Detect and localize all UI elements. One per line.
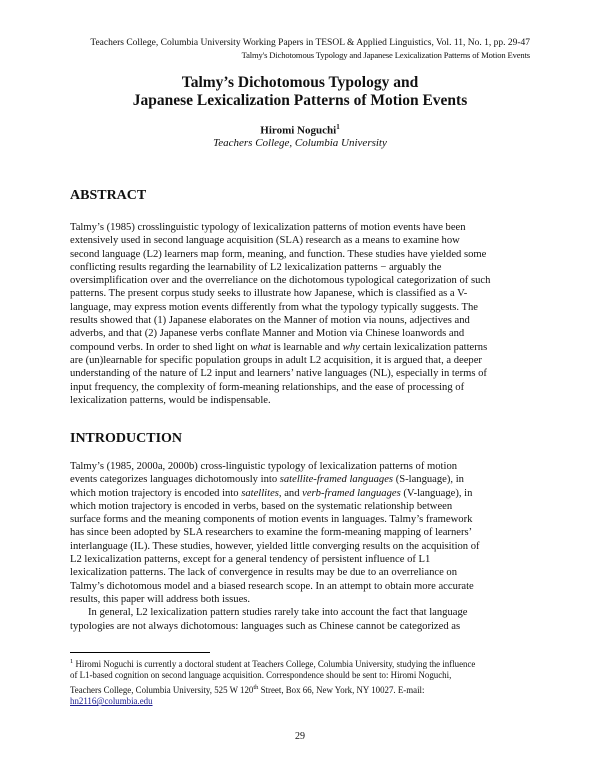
- footnote-line: Teachers College, Columbia University, 525 W 120th Street, Box 66, New York, NY 10027. E-mail:: [70, 683, 425, 695]
- text-line: patterns. The present corpus study seeks to illustrate how Japanese, which is classified as a V-: [70, 288, 468, 300]
- footnote-mark[interactable]: 1: [336, 123, 340, 131]
- paper-title-line-2: Japanese Lexicalization Patterns of Motion Events: [132, 92, 468, 109]
- footnote: [70, 656, 535, 708]
- text-line: which motion trajectory is encoded in verbs, based on the systematic relationship between: [70, 500, 453, 512]
- text-line: In general, L2 lexicalization pattern studies rarely take into account the fact that language: [88, 607, 468, 619]
- text-line: lexicalization patterns. The lack of convergence in results may be due to an overreliance on: [70, 567, 458, 579]
- paper-title-line-1: Talmy’s Dichotomous Typology and: [181, 74, 419, 91]
- text-line: second language (L2) learners map form, meaning, and function. These studies have yielded some: [70, 248, 487, 260]
- text-line: Talmy’s dichotomous model and a biased research scope. In an attempt to obtain more accurate: [70, 580, 474, 592]
- text-line: which motion trajectory is encoded into satellites, and verb-framed languages (V-language), in: [70, 487, 473, 499]
- text-line: are (un)learnable for specific population groups in adult L2 acquisition, it is argued that, a deeper: [70, 354, 482, 366]
- text-line: results, this paper will address both issues.: [70, 593, 251, 605]
- footnote-line: of L1-based cognition on second language acquisition. Correspondence should be sent to: Hiromi Noguchi,: [70, 670, 452, 681]
- author-name: Hiromi Noguchi$^1$: [260, 123, 340, 137]
- text-line: events categorizes languages dichotomously into satellite-framed languages (S-language), in: [70, 474, 464, 486]
- footnote-line: $^1$ Hiromi Noguchi is currently a doctoral student at Teachers College, Columbia University, studying the influence: [70, 658, 476, 669]
- text-line: has since been adopted by SLA researchers to examine the form-meaning mapping of learners’: [70, 527, 473, 539]
- page-number: 29: [295, 731, 305, 742]
- text-line: surface forms and the meaning components of motion events in languages. Talmy’s framework: [70, 514, 473, 526]
- text-line: typologies are not always dichotomous: languages such as Chinese cannot be categorized as: [70, 620, 461, 632]
- text-line: Talmy’s (1985, 2000a, 2000b) cross-linguistic typology of lexicalization patterns of motion: [70, 461, 458, 472]
- text-line: compound verbs. In order to shed light on what is learnable and why certain lexicalization patterns: [70, 341, 488, 353]
- text-line: Talmy’s (1985) crosslinguistic typology of lexicalization patterns of motion events have been: [70, 222, 466, 233]
- text-line: language, may express motion events differently from what the typology typically suggests. The: [70, 301, 478, 313]
- text-line: adverbs, and that (2) Japanese verbs conflate Manner and Motion via Chinese loanwords and: [70, 328, 465, 340]
- introduction-paragraph: [70, 460, 530, 633]
- text-line: extensively used in second language acquisition (SLA) research as a means to examine how: [70, 235, 460, 247]
- text-line: input frequency, the complexity of form-meaning relationships, and the ease of processing of: [70, 381, 465, 393]
- introduction-heading: INTRODUCTION: [70, 431, 183, 446]
- text-line: interlanguage (IL). These studies, however, yielded little converging results on the acquisition of: [70, 540, 480, 552]
- running-header-journal: Teachers College, Columbia University Working Papers in TESOL & Applied Linguistics, Vol. 11, No. 1, pp. 29-47: [90, 38, 530, 48]
- text-line: understanding of the nature of L2 input and learners’ native languages (NL), especially in terms of: [70, 368, 487, 380]
- text-line: oversimplification over and the overreliance on the dichotomous typological categorization of such: [70, 275, 491, 287]
- footnote-divider: [70, 652, 210, 653]
- text-line: lexicalization patterns, would be indispensable.: [70, 394, 271, 406]
- email-link[interactable]: hn2116@columbia.edu: [70, 696, 153, 707]
- abstract-paragraph: [70, 221, 530, 407]
- abstract-heading: ABSTRACT: [70, 188, 147, 203]
- text-line: results showed that (1) Japanese elaborates on the Manner of motion via nouns, adjectives and: [70, 315, 470, 327]
- text-line: L2 lexicalization patterns, except for a general tendency of persistent influence of L1: [70, 554, 431, 566]
- author-affiliation: Teachers College, Columbia University: [213, 137, 387, 149]
- footnote-line: [70, 696, 535, 707]
- footnote-number: 1: [70, 658, 74, 665]
- running-header-title: Talmy's Dichotomous Typology and Japanese Lexicalization Patterns of Motion Events: [241, 50, 530, 60]
- text-line: conflicting results regarding the learnability of L2 lexicalization patterns − arguably the: [70, 261, 442, 273]
